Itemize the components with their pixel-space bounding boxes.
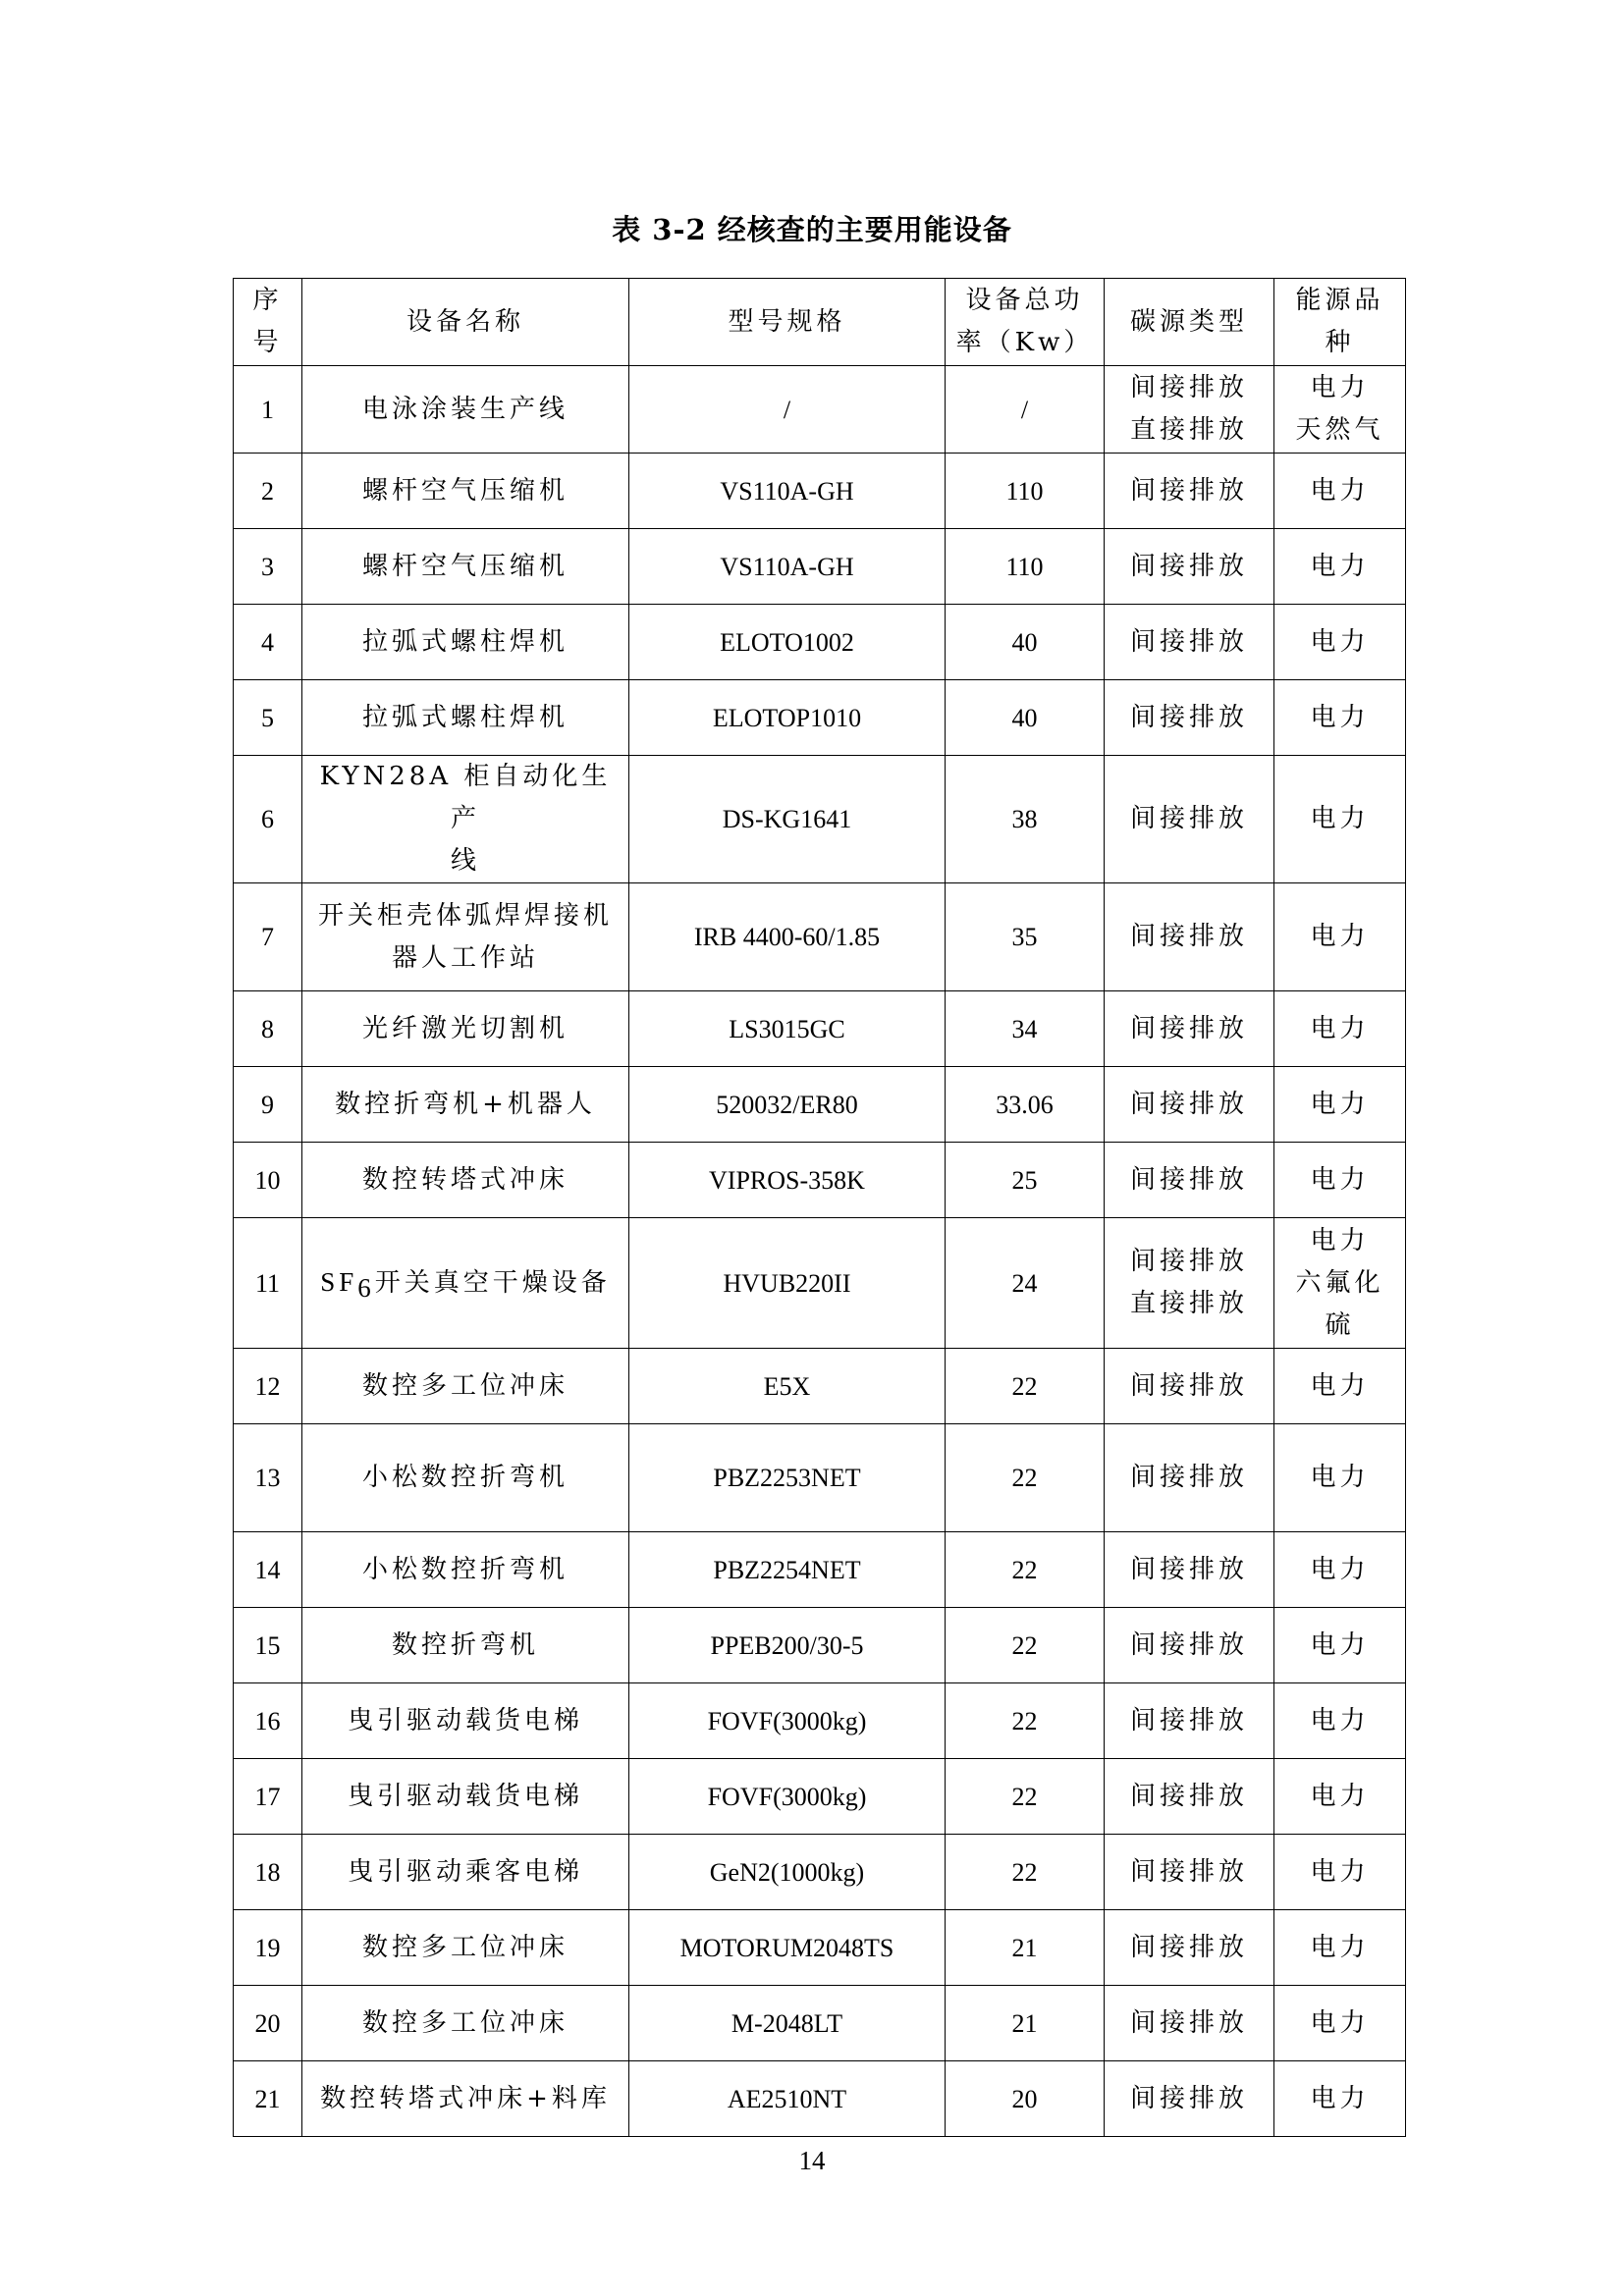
cell-power: 22 xyxy=(946,1683,1105,1759)
cell-energy: 电力 xyxy=(1274,1532,1406,1608)
header-seq xyxy=(234,279,302,366)
header-energy xyxy=(1274,279,1406,366)
cell-seq: 12 xyxy=(234,1349,302,1424)
cell-seq: 2 xyxy=(234,454,302,529)
cell-energy: 电力 xyxy=(1274,2061,1406,2137)
cell-name-subscript: 6 xyxy=(357,1273,375,1304)
cell-energy: 电力 xyxy=(1274,680,1406,756)
cell-model: VS110A-GH xyxy=(629,529,946,605)
table-row xyxy=(234,1532,1406,1608)
cell-power: 22 xyxy=(946,1835,1105,1910)
cell-power: 22 xyxy=(946,1424,1105,1532)
table-row xyxy=(234,1218,1406,1349)
cell-model: GeN2(1000kg) xyxy=(629,1835,946,1910)
cell-name: 螺杆空气压缩机 xyxy=(302,454,629,529)
cell-carbon-type: 间接排放 xyxy=(1105,1683,1274,1759)
cell-power: 22 xyxy=(946,1608,1105,1683)
cell-name: 小松数控折弯机 xyxy=(302,1532,629,1608)
cell-name: 曳引驱动载货电梯 xyxy=(302,1683,629,1759)
header-energy-line: 种 xyxy=(1325,328,1355,357)
cell-name: 拉弧式螺柱焊机 xyxy=(302,680,629,756)
cell-energy: 电力 xyxy=(1274,1759,1406,1835)
cell-power: 21 xyxy=(946,1986,1105,2061)
cell-power: 22 xyxy=(946,1532,1105,1608)
cell-power: 110 xyxy=(946,454,1105,529)
cell-energy: 电力 xyxy=(1274,1683,1406,1759)
cell-name: 数控多工位冲床 xyxy=(302,1910,629,1986)
cell-model: PPEB200/30-5 xyxy=(629,1608,946,1683)
cell-carbon-type: 间接排放 xyxy=(1105,1608,1274,1683)
cell-carbon-type: 间接排放 xyxy=(1105,1759,1274,1835)
cell-name-line: 线 xyxy=(450,846,480,876)
cell-seq: 15 xyxy=(234,1608,302,1683)
cell-name: 数控折弯机+机器人 xyxy=(302,1067,629,1143)
cell-carbon-type: 间接排放 xyxy=(1105,883,1274,991)
cell-energy: 电力 xyxy=(1274,1835,1406,1910)
cell-name: 电泳涂装生产线 xyxy=(302,366,629,454)
page-number: 14 xyxy=(798,2146,826,2175)
cell-carbon-type: 间接排放 xyxy=(1105,1532,1274,1608)
cell-energy: 电力 xyxy=(1274,1608,1406,1683)
table-row xyxy=(234,991,1406,1067)
cell-name: 数控多工位冲床 xyxy=(302,1986,629,2061)
cell-power: 25 xyxy=(946,1143,1105,1218)
equipment-table xyxy=(233,278,1406,2137)
cell-seq: 18 xyxy=(234,1835,302,1910)
header-seq-line: 序 xyxy=(252,286,283,315)
cell-seq: 1 xyxy=(234,366,302,454)
cell-name: 数控折弯机 xyxy=(302,1608,629,1683)
cell-model: AE2510NT xyxy=(629,2061,946,2137)
cell-model: PBZ2254NET xyxy=(629,1532,946,1608)
cell-seq: 4 xyxy=(234,605,302,680)
cell-name xyxy=(302,756,629,883)
cell-model: FOVF(3000kg) xyxy=(629,1683,946,1759)
cell-energy: 电力 xyxy=(1274,1349,1406,1424)
cell-carbon-line: 间接排放 xyxy=(1129,373,1248,402)
table-row xyxy=(234,1067,1406,1143)
cell-energy: 电力 xyxy=(1274,1067,1406,1143)
cell-power: 34 xyxy=(946,991,1105,1067)
table-row xyxy=(234,1349,1406,1424)
cell-carbon-line: 直接排放 xyxy=(1129,1289,1248,1318)
cell-name: 小松数控折弯机 xyxy=(302,1424,629,1532)
table-row xyxy=(234,605,1406,680)
cell-model: VS110A-GH xyxy=(629,454,946,529)
cell-seq: 13 xyxy=(234,1424,302,1532)
table-row xyxy=(234,1986,1406,2061)
cell-power: 22 xyxy=(946,1759,1105,1835)
cell-seq: 20 xyxy=(234,1986,302,2061)
cell-seq: 11 xyxy=(234,1218,302,1349)
cell-model: HVUB220II xyxy=(629,1218,946,1349)
cell-seq: 14 xyxy=(234,1532,302,1608)
cell-energy: 电力 xyxy=(1274,605,1406,680)
cell-power: 35 xyxy=(946,883,1105,991)
cell-carbon-type: 间接排放 xyxy=(1105,605,1274,680)
cell-name-formula: SF xyxy=(320,1267,358,1297)
cell-energy: 电力 xyxy=(1274,883,1406,991)
cell-energy: 电力 xyxy=(1274,1143,1406,1218)
cell-name xyxy=(302,883,629,991)
cell-name-line: KYN28A 柜自动化生产 xyxy=(319,762,612,833)
cell-carbon-type xyxy=(1105,366,1274,454)
table-row xyxy=(234,1759,1406,1835)
cell-energy: 电力 xyxy=(1274,991,1406,1067)
cell-power: 40 xyxy=(946,680,1105,756)
cell-energy xyxy=(1274,1218,1406,1349)
cell-carbon-type: 间接排放 xyxy=(1105,680,1274,756)
cell-model: PBZ2253NET xyxy=(629,1424,946,1532)
cell-power: / xyxy=(946,366,1105,454)
cell-seq: 7 xyxy=(234,883,302,991)
table-row xyxy=(234,2061,1406,2137)
cell-carbon-type: 间接排放 xyxy=(1105,454,1274,529)
table-row xyxy=(234,1683,1406,1759)
cell-name xyxy=(302,1218,629,1349)
table-row xyxy=(234,1424,1406,1532)
cell-model: MOTORUM2048TS xyxy=(629,1910,946,1986)
cell-power: 110 xyxy=(946,529,1105,605)
cell-energy: 电力 xyxy=(1274,756,1406,883)
table-row xyxy=(234,756,1406,883)
cell-carbon-type: 间接排放 xyxy=(1105,2061,1274,2137)
cell-seq: 6 xyxy=(234,756,302,883)
cell-energy-line: 硫 xyxy=(1325,1309,1355,1340)
cell-carbon-line: 直接排放 xyxy=(1129,415,1248,445)
cell-energy-line: 六氟化 xyxy=(1295,1267,1384,1298)
cell-name-line: 开关柜壳体弧焊焊接机 xyxy=(317,900,613,931)
cell-carbon-type: 间接排放 xyxy=(1105,1143,1274,1218)
header-power-line: 设备总功 xyxy=(965,286,1084,315)
cell-energy: 电力 xyxy=(1274,454,1406,529)
header-seq-line: 号 xyxy=(252,328,283,357)
cell-power: 22 xyxy=(946,1349,1105,1424)
cell-name: 螺杆空气压缩机 xyxy=(302,529,629,605)
cell-seq: 19 xyxy=(234,1910,302,1986)
cell-name: 数控多工位冲床 xyxy=(302,1349,629,1424)
cell-model: 520032/ER80 xyxy=(629,1067,946,1143)
cell-power: 40 xyxy=(946,605,1105,680)
cell-name: 数控转塔式冲床+料库 xyxy=(302,2061,629,2137)
cell-power: 24 xyxy=(946,1218,1105,1349)
cell-carbon-type: 间接排放 xyxy=(1105,1349,1274,1424)
table-row xyxy=(234,883,1406,991)
cell-seq: 5 xyxy=(234,680,302,756)
cell-energy: 电力 xyxy=(1274,529,1406,605)
table-row xyxy=(234,1910,1406,1986)
cell-name: 曳引驱动乘客电梯 xyxy=(302,1835,629,1910)
cell-seq: 3 xyxy=(234,529,302,605)
cell-carbon-type: 间接排放 xyxy=(1105,1910,1274,1986)
cell-model: ELOTO1002 xyxy=(629,605,946,680)
cell-power: 33.06 xyxy=(946,1067,1105,1143)
table-row xyxy=(234,1608,1406,1683)
cell-seq: 8 xyxy=(234,991,302,1067)
cell-power: 38 xyxy=(946,756,1105,883)
cell-model: M-2048LT xyxy=(629,1986,946,2061)
header-power-line: 率（Kw） xyxy=(955,328,1094,357)
table-row xyxy=(234,1835,1406,1910)
cell-name: 光纤激光切割机 xyxy=(302,991,629,1067)
table-row xyxy=(234,454,1406,529)
cell-seq: 16 xyxy=(234,1683,302,1759)
cell-energy: 电力 xyxy=(1274,1424,1406,1532)
cell-carbon-type: 间接排放 xyxy=(1105,756,1274,883)
cell-carbon-line: 间接排放 xyxy=(1129,1247,1248,1276)
table-header-row xyxy=(234,279,1406,366)
table-row xyxy=(234,366,1406,454)
header-power xyxy=(946,279,1105,366)
header-energy-line: 能源品 xyxy=(1295,286,1384,315)
header-name: 设备名称 xyxy=(302,279,629,366)
cell-name: 拉弧式螺柱焊机 xyxy=(302,605,629,680)
cell-model: E5X xyxy=(629,1349,946,1424)
cell-seq: 10 xyxy=(234,1143,302,1218)
cell-seq: 17 xyxy=(234,1759,302,1835)
cell-seq: 9 xyxy=(234,1067,302,1143)
cell-name: 数控转塔式冲床 xyxy=(302,1143,629,1218)
cell-model: DS-KG1641 xyxy=(629,756,946,883)
cell-carbon-type: 间接排放 xyxy=(1105,1067,1274,1143)
cell-energy-line: 电力 xyxy=(1310,373,1370,402)
cell-carbon-type: 间接排放 xyxy=(1105,991,1274,1067)
cell-model: / xyxy=(629,366,946,454)
header-model: 型号规格 xyxy=(629,279,946,366)
cell-model: FOVF(3000kg) xyxy=(629,1759,946,1835)
cell-model: ELOTOP1010 xyxy=(629,680,946,756)
cell-power: 21 xyxy=(946,1910,1105,1986)
cell-model: VIPROS-358K xyxy=(629,1143,946,1218)
cell-carbon-type: 间接排放 xyxy=(1105,1835,1274,1910)
cell-name-line: 器人工作站 xyxy=(391,942,539,973)
cell-energy: 电力 xyxy=(1274,1986,1406,2061)
cell-carbon-type: 间接排放 xyxy=(1105,529,1274,605)
cell-name: 曳引驱动载货电梯 xyxy=(302,1759,629,1835)
cell-energy-line: 天然气 xyxy=(1295,415,1384,445)
cell-seq: 21 xyxy=(234,2061,302,2137)
cell-model: IRB 4400-60/1.85 xyxy=(629,883,946,991)
table-row xyxy=(234,1143,1406,1218)
cell-carbon-type: 间接排放 xyxy=(1105,1424,1274,1532)
cell-power: 20 xyxy=(946,2061,1105,2137)
cell-energy-line: 电力 xyxy=(1310,1225,1370,1255)
table-title: 表 3-2 经核查的主要用能设备 xyxy=(612,213,1012,246)
cell-energy xyxy=(1274,366,1406,454)
cell-carbon-type: 间接排放 xyxy=(1105,1986,1274,2061)
header-carbon-type: 碳源类型 xyxy=(1105,279,1274,366)
cell-model: LS3015GC xyxy=(629,991,946,1067)
cell-carbon-type xyxy=(1105,1218,1274,1349)
cell-name-rest: 开关真空干燥设备 xyxy=(374,1268,611,1298)
cell-energy: 电力 xyxy=(1274,1910,1406,1986)
table-row xyxy=(234,529,1406,605)
table-row xyxy=(234,680,1406,756)
